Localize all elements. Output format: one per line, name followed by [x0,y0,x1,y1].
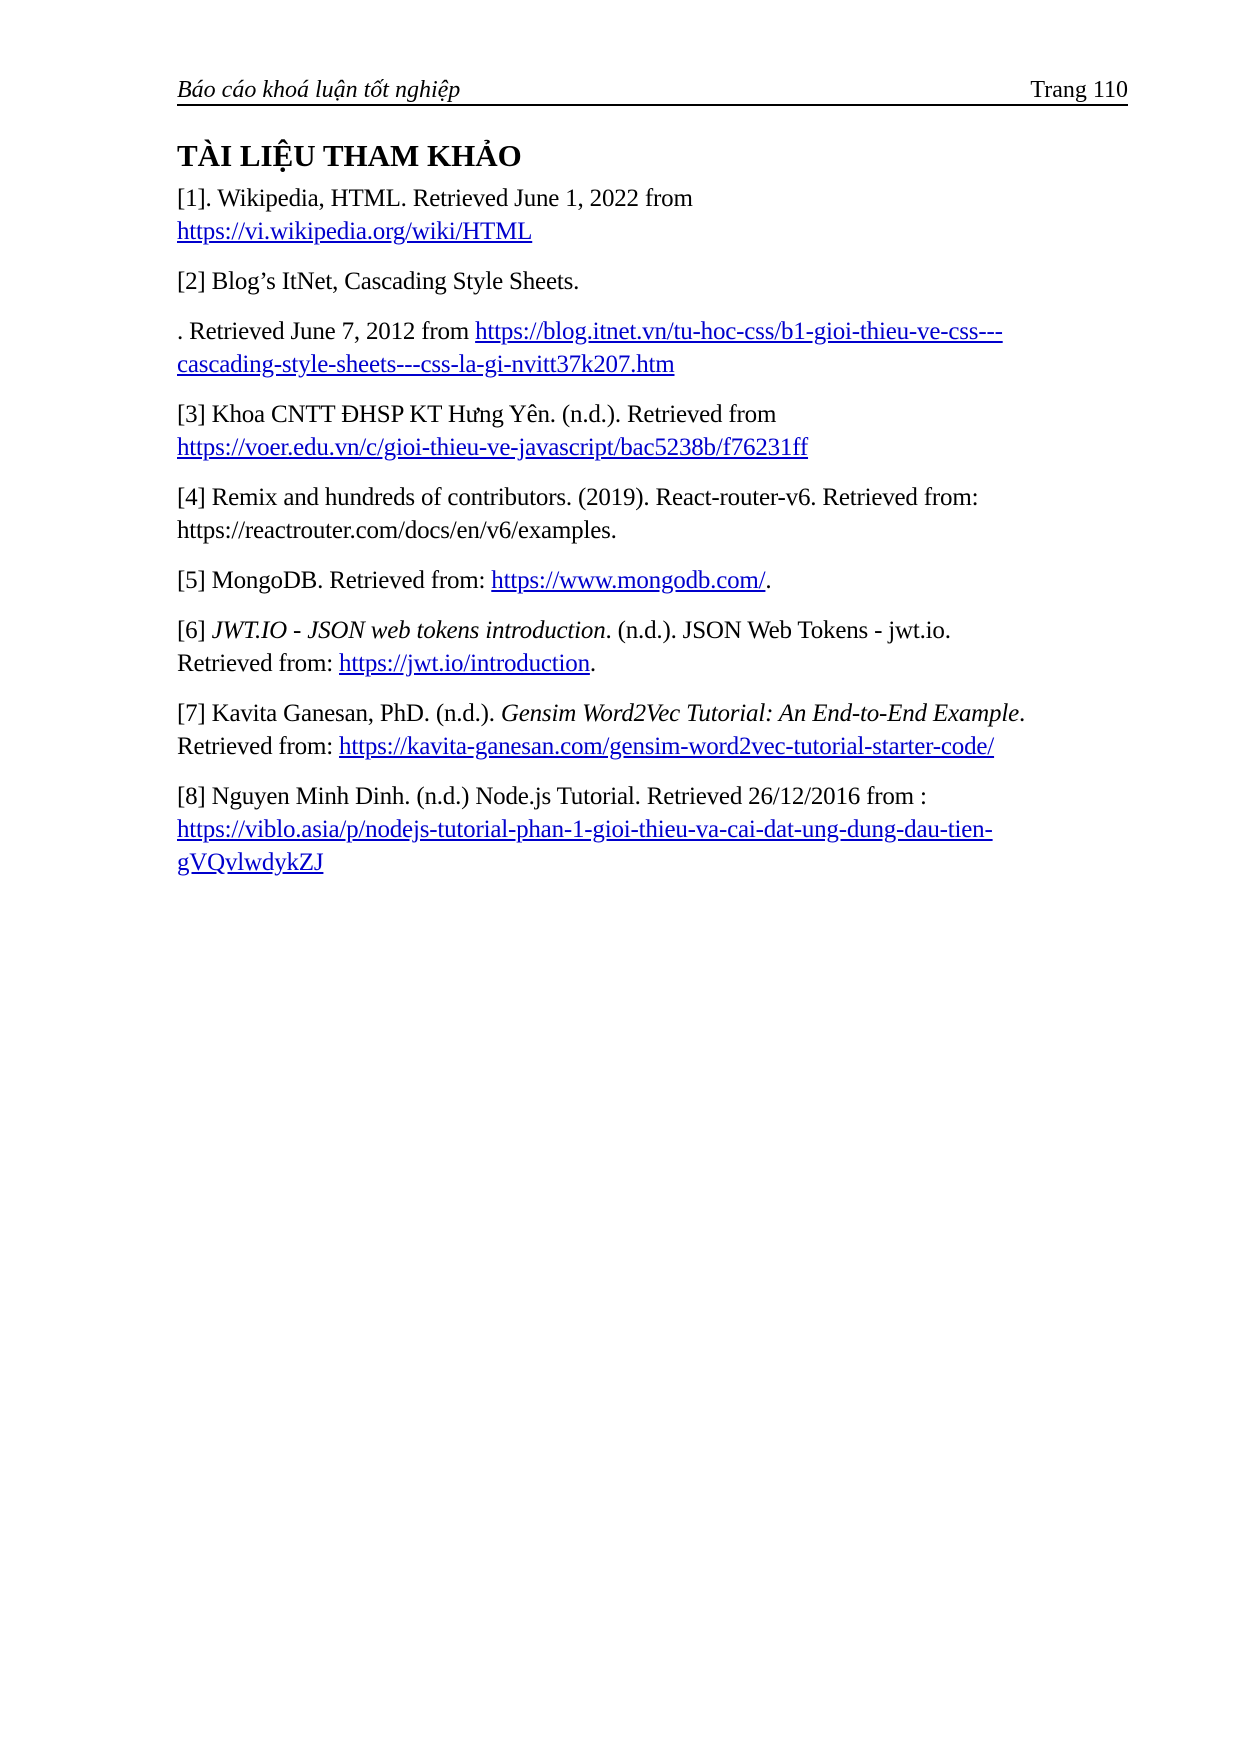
reference-7-rest: . [1018,700,1026,727]
reference-8-link-part1[interactable]: https://viblo.asia/p/nodejs-tutorial-phan-1-gioi-thieu-va-cai-dat-ung-dung-dau-tien- [177,816,993,843]
reference-6-rest: . (n.d.). JSON Web Tokens - jwt.io. [605,617,951,644]
reference-6-prefix: [6] [177,617,212,644]
reference-7 [177,697,1137,763]
reference-5-link[interactable]: https://www.mongodb.com/ [491,567,766,594]
reference-7-prefix: [7] Kavita Ganesan, PhD. (n.d.). [177,700,501,727]
reference-5-tail: . [765,567,772,594]
references-heading: TÀI LIỆU THAM KHẢO [177,138,522,173]
reference-7-title: Gensim Word2Vec Tutorial: An End-to-End Example [500,700,1019,727]
reference-7-line2: Retrieved from: [177,733,340,760]
header-page-number: Trang 110 [1030,77,1128,103]
reference-5-text: [5] MongoDB. Retrieved from: [177,567,492,594]
reference-2-retrieved [177,315,1137,381]
reference-6 [177,614,1137,680]
reference-2-link-part2[interactable]: cascading-style-sheets---css-la-gi-nvitt37k207.htm [177,351,675,378]
reference-8-text: [8] Nguyen Minh Dinh. (n.d.) Node.js Tutorial. Retrieved 26/12/2016 from : [177,783,927,810]
reference-7-link[interactable]: https://kavita-ganesan.com/gensim-word2vec-tutorial-starter-code/ [339,733,995,760]
reference-6-tail: . [589,650,596,677]
page-header [177,76,1128,106]
reference-3-text: [3] Khoa CNTT ĐHSP KT Hưng Yên. (n.d.). Retrieved from [177,401,777,428]
reference-6-title: JWT.IO - JSON web tokens introduction [211,617,606,644]
reference-2-retrieved-text: . Retrieved June 7, 2012 from [177,318,476,345]
reference-5 [177,564,1137,597]
reference-1-link[interactable]: https://vi.wikipedia.org/wiki/HTML [177,218,533,245]
reference-2-link-part1[interactable]: https://blog.itnet.vn/tu-hoc-css/b1-gioi-thieu-ve-css--- [475,318,1003,345]
header-document-title: Báo cáo khoá luận tốt nghiệp [177,77,461,103]
reference-8 [177,780,1137,879]
reference-3-link[interactable]: https://voer.edu.vn/c/gioi-thieu-ve-javascript/bac5238b/f76231ff [177,434,809,461]
reference-8-link-part2[interactable]: gVQvlwdykZJ [177,849,324,876]
reference-4-line1: [4] Remix and hundreds of contributors. (2019). React-router-v6. Retrieved from: [177,484,979,511]
reference-4-line2: https://reactrouter.com/docs/en/v6/examples. [177,517,617,544]
references-section [177,138,1137,896]
reference-2-text: [2] Blog’s ItNet, Cascading Style Sheets. [177,268,580,295]
reference-2 [177,265,1137,298]
reference-4 [177,481,1137,547]
reference-6-line2: Retrieved from: [177,650,340,677]
reference-1 [177,182,1137,248]
reference-3 [177,398,1137,464]
reference-1-text: [1]. Wikipedia, HTML. Retrieved June 1, 2022 from [177,185,693,212]
reference-6-link[interactable]: https://jwt.io/introduction [339,650,590,677]
